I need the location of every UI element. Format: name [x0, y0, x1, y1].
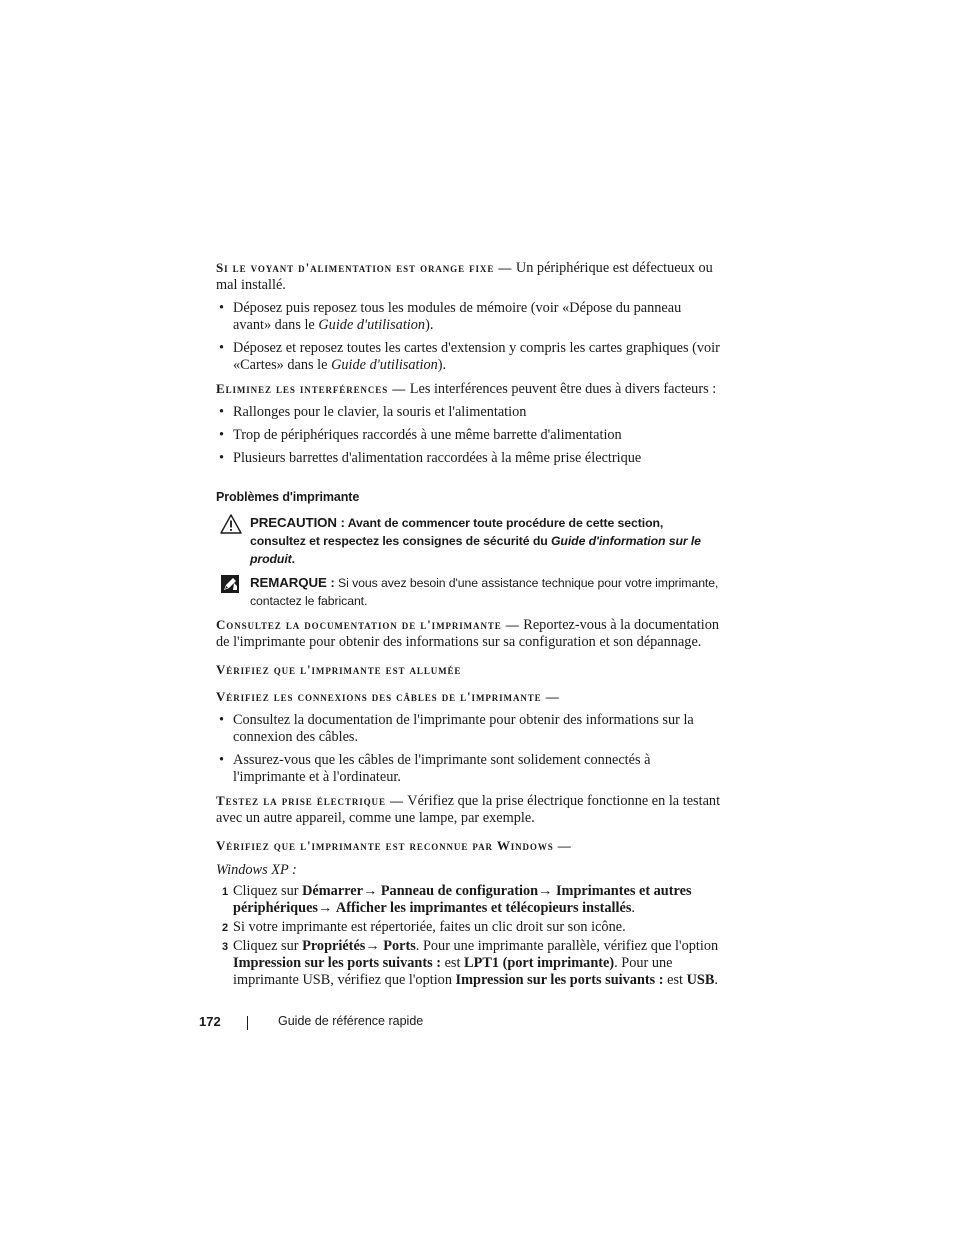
step-text: Cliquez sur [233, 938, 303, 954]
list-item: • Plusieurs barrettes d'alimentation raccordées à la même prise électrique [216, 450, 721, 467]
step-text: Si votre imprimante est répertoriée, faites un clic droit sur son icône. [233, 919, 626, 935]
windows-heading: Vérifiez que l'imprimante est reconnue par Windows — [216, 838, 572, 853]
cables-list [216, 712, 721, 786]
list-item: • Assurez-vous que les câbles de l'imprimante sont solidement connectés à l'imprimante et à l'ordinateur. [216, 752, 721, 786]
step-number: 1 [222, 886, 229, 898]
caution-end: . [291, 552, 295, 566]
steps-list [216, 883, 721, 989]
intro-bullet-list [216, 300, 721, 374]
interference-paragraph [216, 380, 721, 398]
pencil-note-icon [220, 574, 240, 599]
menu-path-item: Ports [383, 938, 416, 954]
guide-reference: Guide d'utilisation [318, 317, 426, 333]
step-text: Cliquez sur [233, 883, 303, 899]
arrow-glyph: → [318, 900, 336, 916]
list-item-text: Déposez puis reposez tous les modules de mémoire (voir «Dépose du panneau avant» dans le [233, 300, 682, 333]
outlet-text: Vérifiez que la prise électrique fonctionne en la testant avec un autre appareil, comme une lampe, par exemple. [216, 793, 721, 826]
outlet-heading: Testez la prise électrique — [216, 793, 404, 808]
caution-guide: Guide d'information sur le produit [250, 534, 701, 566]
step-text: est [441, 955, 465, 971]
list-item: • Consultez la documentation de l'imprimante pour obtenir des informations sur la connexion des câbles. [216, 712, 721, 746]
docs-heading: Consultez la documentation de l'imprimante — [216, 617, 520, 632]
footer-title: Guide de référence rapide [278, 1014, 424, 1028]
interference-list [216, 404, 721, 467]
docs-text: Reportez-vous à la documentation de l'imprimante pour obtenir des informations sur sa configuration et son dépannage. [216, 617, 720, 650]
arrow-glyph: → [365, 938, 384, 954]
remark-notice [216, 574, 721, 610]
step-number: 2 [222, 922, 229, 934]
intro-paragraph [216, 259, 721, 294]
interference-text: Les interférences peuvent être dues à divers facteurs : [406, 381, 717, 397]
option-name: Impression sur les ports suivants : [233, 955, 442, 971]
powered-paragraph [216, 661, 721, 679]
docs-paragraph [216, 616, 721, 651]
remark-text: Si vous avez besoin d'une assistance technique pour votre imprimante, contactez le fabricant. [250, 576, 719, 608]
list-item-text: ). [437, 357, 447, 373]
list-item: • Trop de périphériques raccordés à une même barrette d'alimentation [216, 427, 721, 444]
step-text: . [714, 972, 718, 988]
interference-heading: Eliminez les interférences — [216, 381, 407, 396]
menu-path-item: Démarrer [302, 883, 363, 899]
list-item-text: ). [425, 317, 434, 333]
step-item [216, 938, 721, 989]
os-label: Windows XP : [216, 862, 297, 878]
step-item [216, 883, 721, 917]
menu-path-item: Propriétés [302, 938, 366, 954]
step-text: est [663, 972, 687, 988]
cables-heading: Vérifiez les connexions des câbles de l'imprimante — [216, 689, 560, 704]
menu-path-item: Panneau de configuration [380, 883, 539, 899]
caution-notice [216, 514, 721, 568]
step-text: . Pour une imprimante parallèle, vérifiez que l'option [415, 938, 719, 954]
page-content [216, 259, 721, 991]
powered-heading: Vérifiez que l'imprimante est allumée [216, 662, 462, 677]
option-name: Impression sur les ports suivants : [455, 972, 664, 988]
page-number: 172 [199, 1014, 221, 1029]
list-item [216, 300, 721, 334]
guide-reference: Guide d'utilisation [331, 357, 438, 373]
step-item [216, 919, 721, 936]
cables-paragraph [216, 688, 721, 706]
remark-label: REMARQUE : [250, 575, 335, 590]
list-item-text: Déposez et reposez toutes les cartes d'extension y compris les cartes graphiques (voir «Cartes» dans le [233, 340, 720, 373]
intro-text: Un périphérique est défectueux ou mal installé. [216, 260, 713, 293]
footer-divider [247, 1016, 248, 1030]
list-item: • Rallonges pour le clavier, la souris et l'alimentation [216, 404, 721, 421]
menu-path-item: Afficher les imprimantes et télécopieurs installés [335, 900, 632, 916]
caution-text: Avant de commencer toute procédure de cette section, consultez et respectez les consignes de sécurité du [250, 516, 664, 548]
step-number: 3 [222, 941, 229, 953]
step-text: . [631, 900, 635, 916]
intro-heading: Si le voyant d'alimentation est orange fixe — [216, 260, 513, 275]
option-value: LPT1 (port imprimante) [464, 955, 615, 971]
outlet-paragraph [216, 792, 721, 827]
arrow-glyph: → [538, 883, 556, 899]
section-title: Problèmes d'imprimante [216, 490, 360, 504]
step-text: . Pour une imprimante USB, vérifiez que l'option [233, 955, 673, 988]
arrow-glyph: → [362, 883, 381, 899]
warning-icon [220, 514, 242, 539]
caution-label: PRECAUTION : [250, 515, 345, 530]
option-value: USB [686, 972, 715, 988]
windows-paragraph [216, 837, 721, 855]
list-item [216, 340, 721, 374]
menu-path-item: Imprimantes et autres périphériques [233, 883, 692, 916]
